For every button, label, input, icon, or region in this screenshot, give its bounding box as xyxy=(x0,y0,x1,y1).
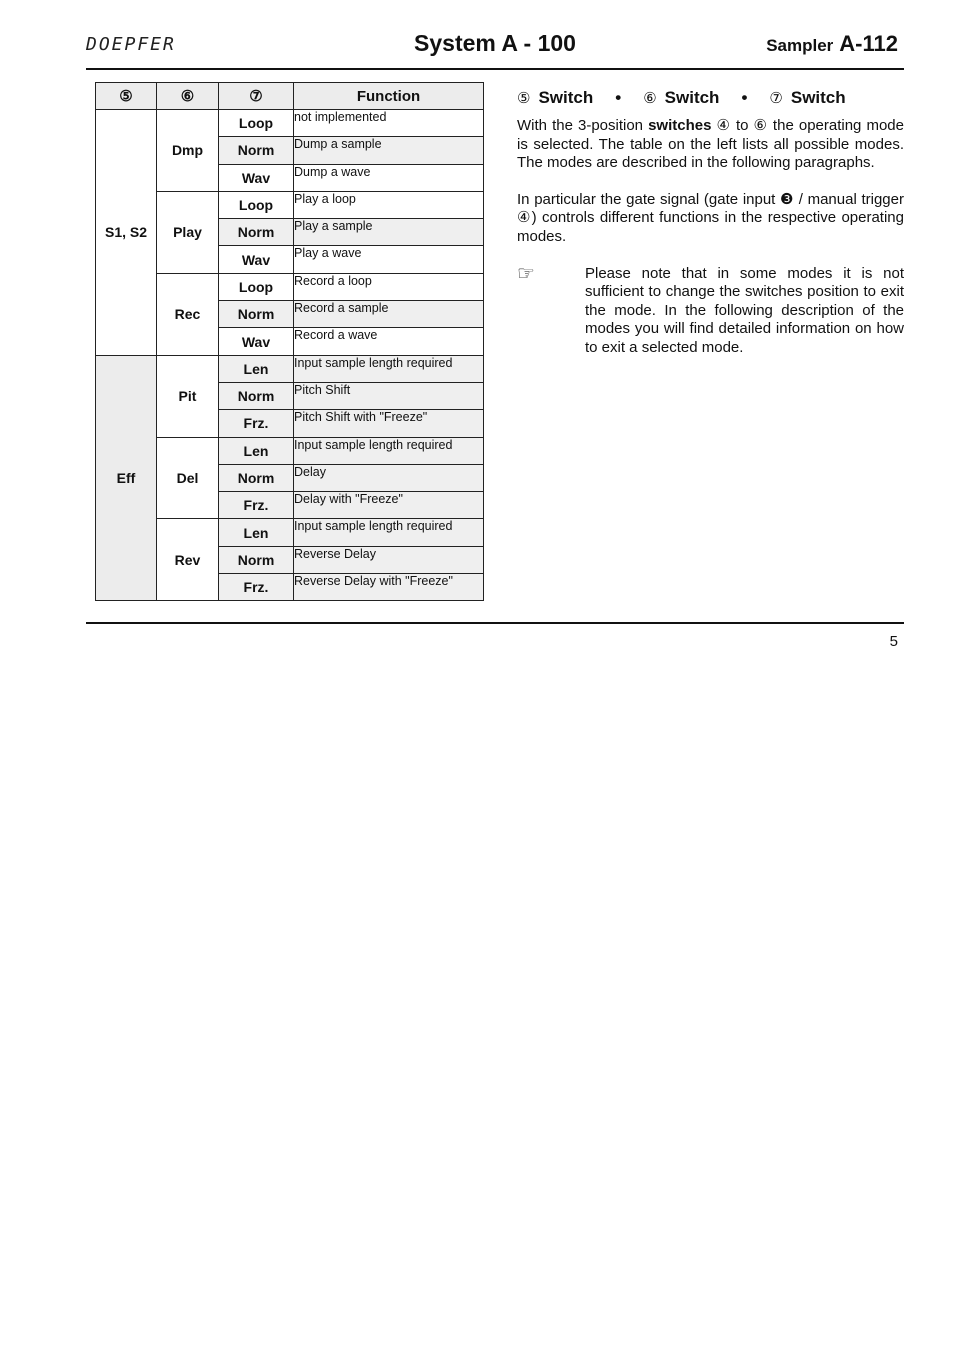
module-code: A-112 xyxy=(839,31,898,56)
function-cell: Dump a sample xyxy=(294,137,484,164)
header-function: Function xyxy=(294,83,484,110)
function-cell: Delay with "Freeze" xyxy=(294,492,484,519)
function-cell: not implemented xyxy=(294,110,484,137)
function-cell: Record a wave xyxy=(294,328,484,355)
system-title: System A - 100 xyxy=(414,30,576,56)
footer-divider xyxy=(86,622,904,624)
switch-position-cell: Wav xyxy=(219,164,294,191)
switch-position-cell: Norm xyxy=(219,137,294,164)
function-cell: Reverse Delay xyxy=(294,546,484,573)
note-box xyxy=(517,262,904,358)
doepfer-logo: DOEPFER xyxy=(86,34,176,55)
mode-subgroup-cell: Del xyxy=(157,437,219,519)
function-cell: Play a sample xyxy=(294,219,484,246)
function-cell: Input sample length required xyxy=(294,355,484,382)
switch-5-number: ⑤ xyxy=(517,90,531,107)
switch-position-cell: Loop xyxy=(219,110,294,137)
switch-section xyxy=(517,88,904,358)
module-title xyxy=(766,31,898,57)
switch-position-cell: Len xyxy=(219,355,294,382)
function-cell: Input sample length required xyxy=(294,437,484,464)
switch-position-cell: Norm xyxy=(219,546,294,573)
mode-subgroup-cell: Play xyxy=(157,191,219,273)
switch-7-number: ⑦ xyxy=(769,90,783,107)
table-row xyxy=(96,110,484,137)
mode-group-cell: S1, S2 xyxy=(96,110,157,356)
switch-position-cell: Norm xyxy=(219,464,294,491)
mode-subgroup-cell: Pit xyxy=(157,355,219,437)
operating-modes-table xyxy=(95,82,484,601)
switch-6-label: Switch xyxy=(664,88,720,107)
function-cell: Dump a wave xyxy=(294,164,484,191)
page-header xyxy=(86,28,904,70)
switch-position-cell: Len xyxy=(219,519,294,546)
mode-group-cell: Eff xyxy=(96,355,157,601)
heading-bullet: • xyxy=(615,88,622,107)
function-cell: Delay xyxy=(294,464,484,491)
note-text: Please note that in some modes it is not sufficient to change the switches position to exit the mode. In the following description of the modes you will find detailed information on how to exit a selected mode. xyxy=(585,264,904,356)
switch-position-cell: Len xyxy=(219,437,294,464)
header-switch-7: ⑦ xyxy=(219,83,294,110)
section-heading xyxy=(517,88,904,108)
switch-position-cell: Loop xyxy=(219,191,294,218)
mode-subgroup-cell: Rev xyxy=(157,519,219,601)
function-cell: Play a wave xyxy=(294,246,484,273)
switch-position-cell: Norm xyxy=(219,219,294,246)
header-switch-5: ⑤ xyxy=(96,83,157,110)
switch-position-cell: Loop xyxy=(219,273,294,300)
function-cell: Play a loop xyxy=(294,191,484,218)
hand-pointing-icon: ☞ xyxy=(517,262,535,285)
mode-subgroup-cell: Rec xyxy=(157,273,219,355)
table-header-row xyxy=(96,83,484,110)
switch-position-cell: Frz. xyxy=(219,492,294,519)
function-cell: Pitch Shift xyxy=(294,382,484,409)
switch-7-label: Switch xyxy=(790,88,846,107)
function-cell: Reverse Delay with "Freeze" xyxy=(294,574,484,601)
gate-paragraph: In particular the gate signal (gate input ❸ / manual trigger ④) controls different functions in the respective operating modes. xyxy=(517,190,904,245)
table-body xyxy=(96,110,484,601)
page-number: 5 xyxy=(889,633,898,650)
switch-position-cell: Wav xyxy=(219,328,294,355)
function-cell: Input sample length required xyxy=(294,519,484,546)
mode-subgroup-cell: Dmp xyxy=(157,110,219,192)
switch-5-label: Switch xyxy=(538,88,594,107)
module-name: Sampler xyxy=(766,36,834,55)
function-cell: Record a loop xyxy=(294,273,484,300)
switch-6-number: ⑥ xyxy=(643,90,657,107)
heading-bullet: • xyxy=(741,88,748,107)
table-row xyxy=(96,355,484,382)
switch-position-cell: Frz. xyxy=(219,574,294,601)
function-cell: Pitch Shift with "Freeze" xyxy=(294,410,484,437)
switch-position-cell: Norm xyxy=(219,382,294,409)
switch-position-cell: Frz. xyxy=(219,410,294,437)
function-cell: Record a sample xyxy=(294,301,484,328)
intro-paragraph: With the 3-position switches ④ to ⑥ the operating mode is selected. The table on the left lists all possible modes. The modes are described in the following paragraphs. xyxy=(517,117,904,172)
switch-position-cell: Norm xyxy=(219,301,294,328)
header-switch-6: ⑥ xyxy=(157,83,219,110)
switch-position-cell: Wav xyxy=(219,246,294,273)
